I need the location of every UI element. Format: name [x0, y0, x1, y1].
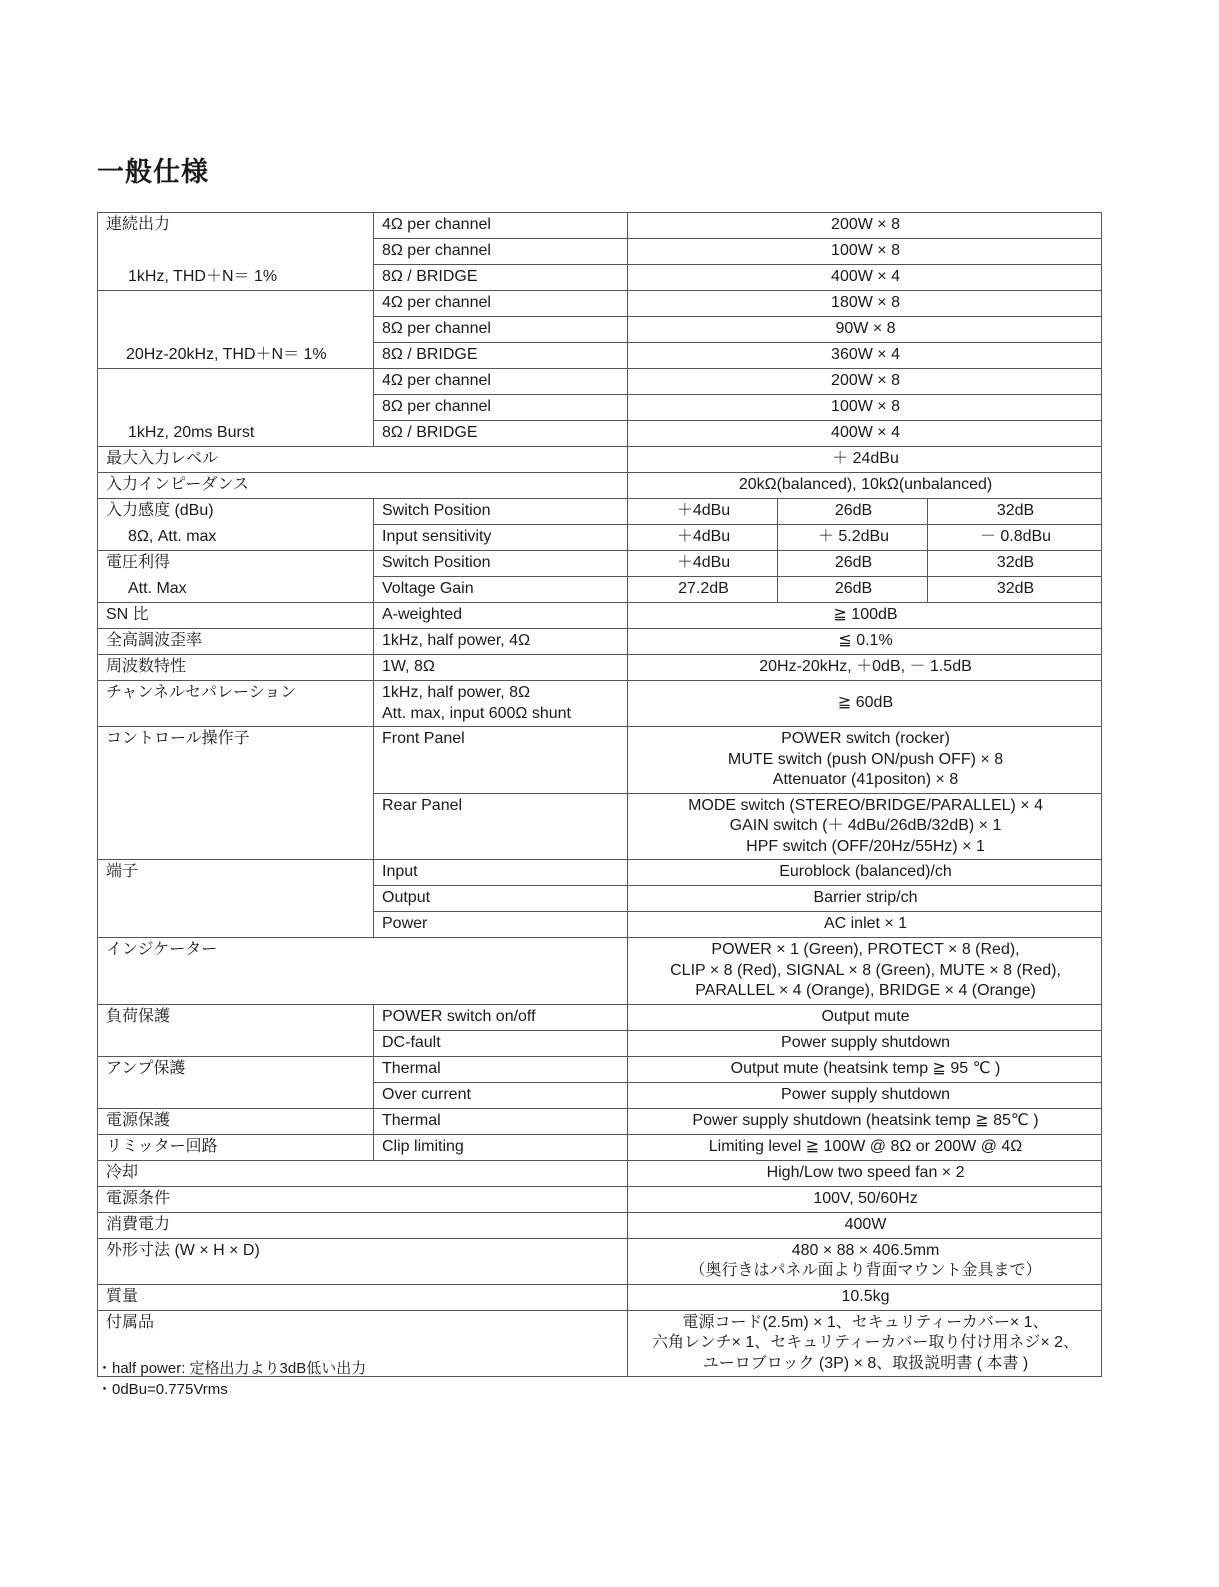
row-label: 連続出力 — [98, 213, 374, 239]
value-line: HPF switch (OFF/20Hz/55Hz) × 1 — [746, 837, 985, 855]
table-row — [98, 860, 1102, 886]
row-condition: 8Ω / BRIDGE — [374, 343, 628, 369]
table-row — [98, 499, 1102, 525]
row-value: ≦ 0.1% — [628, 629, 1102, 655]
row-condition: 4Ω per channel — [374, 213, 628, 239]
row-sublabel: Att. Max — [98, 577, 374, 603]
row-condition — [374, 681, 628, 727]
row-label: 入力感度 (dBu) — [98, 499, 374, 525]
table-row — [98, 886, 1102, 912]
row-sublabel: 1kHz, 20ms Burst — [98, 421, 374, 447]
row-value: Output mute (heatsink temp ≧ 95 ℃ ) — [628, 1056, 1102, 1082]
row-value — [628, 1310, 1102, 1377]
row-value: 100W × 8 — [628, 395, 1102, 421]
footnote: ・0dBu=0.775Vrms — [97, 1381, 228, 1398]
table-row — [98, 473, 1102, 499]
value-line: 480 × 88 × 406.5mm — [791, 1241, 940, 1259]
table-row — [98, 395, 1102, 421]
row-condition: Power — [374, 912, 628, 938]
row-value: 90W × 8 — [628, 317, 1102, 343]
row-value: 400W × 4 — [628, 421, 1102, 447]
row-value: 32dB — [928, 499, 1102, 525]
row-label: 入力インピーダンス — [98, 473, 628, 499]
row-condition: Input sensitivity — [374, 525, 628, 551]
row-value: Power supply shutdown (heatsink temp ≧ 85℃ ) — [628, 1108, 1102, 1134]
row-value: 180W × 8 — [628, 291, 1102, 317]
row-label: チャンネルセパレーション — [98, 681, 374, 727]
row-label-empty — [98, 1082, 374, 1108]
table-row — [98, 1212, 1102, 1238]
row-sublabel: 1kHz, THD＋N＝ 1% — [98, 265, 374, 291]
table-row — [98, 681, 1102, 727]
table-row — [98, 1186, 1102, 1212]
row-label-empty — [98, 395, 374, 421]
table-row — [98, 421, 1102, 447]
table-row — [98, 291, 1102, 317]
row-value: ＋ 5.2dBu — [778, 525, 928, 551]
row-label: 全高調波歪率 — [98, 629, 374, 655]
value-line: MODE switch (STEREO/BRIDGE/PARALLEL) × 4 — [688, 796, 1043, 814]
row-value: 100V, 50/60Hz — [628, 1186, 1102, 1212]
row-value: ＋4dBu — [628, 525, 778, 551]
row-label-empty — [98, 1030, 374, 1056]
table-row — [98, 239, 1102, 265]
footnotes — [97, 1358, 366, 1400]
row-value: 10.5kg — [628, 1284, 1102, 1310]
row-value: 20kΩ(balanced), 10kΩ(unbalanced) — [628, 473, 1102, 499]
row-value: Barrier strip/ch — [628, 886, 1102, 912]
row-label: 外形寸法 (W × H × D) — [98, 1238, 628, 1284]
table-row — [98, 1056, 1102, 1082]
row-value: Output mute — [628, 1004, 1102, 1030]
row-label: 電源条件 — [98, 1186, 628, 1212]
row-label: 消費電力 — [98, 1212, 628, 1238]
value-line: POWER × 1 (Green), PROTECT × 8 (Red), — [711, 941, 1020, 958]
row-value: 26dB — [778, 499, 928, 525]
row-label: 電圧利得 — [98, 551, 374, 577]
row-label: コントロール操作子 — [98, 727, 374, 794]
value-line: 六角レンチ× 1、セキュリティーカバー取り付け用ネジ× 2、 — [651, 1334, 1080, 1351]
row-label-empty — [98, 886, 374, 912]
row-condition: 4Ω per channel — [374, 369, 628, 395]
row-label: アンプ保護 — [98, 1056, 374, 1082]
row-label: 電源保護 — [98, 1108, 374, 1134]
row-condition: Input — [374, 860, 628, 886]
row-condition: Front Panel — [374, 727, 628, 794]
row-label-empty — [98, 369, 374, 395]
table-row — [98, 1082, 1102, 1108]
row-label-empty — [98, 793, 374, 860]
row-value: 200W × 8 — [628, 369, 1102, 395]
row-condition: Thermal — [374, 1108, 628, 1134]
row-condition: Output — [374, 886, 628, 912]
row-value: 26dB — [778, 551, 928, 577]
row-label: 冷却 — [98, 1160, 628, 1186]
row-value: Power supply shutdown — [628, 1030, 1102, 1056]
value-line: MUTE switch (push ON/push OFF) × 8 — [727, 750, 1004, 768]
spec-table — [97, 212, 1102, 1377]
row-label: 周波数特性 — [98, 655, 374, 681]
row-value — [628, 938, 1102, 1005]
condition-line: 1kHz, half power, 8Ω — [382, 684, 531, 701]
value-line: 電源コード(2.5m) × 1、セキュリティーカバー× 1、 — [682, 1313, 1049, 1331]
row-condition: 8Ω per channel — [374, 317, 628, 343]
row-label: 付属品 — [98, 1310, 628, 1377]
row-sublabel: 20Hz-20kHz, THD＋N＝ 1% — [98, 343, 374, 369]
row-value: ≧ 100dB — [628, 603, 1102, 629]
row-label: SN 比 — [98, 603, 374, 629]
row-value: 360W × 4 — [628, 343, 1102, 369]
row-value — [628, 1238, 1102, 1284]
table-row — [98, 369, 1102, 395]
row-value: Power supply shutdown — [628, 1082, 1102, 1108]
row-value — [628, 793, 1102, 860]
footnote: ・half power: 定格出力より3dB低い出力 — [97, 1360, 367, 1377]
row-condition: Switch Position — [374, 499, 628, 525]
table-row — [98, 655, 1102, 681]
row-label: リミッター回路 — [98, 1134, 374, 1160]
row-value: 32dB — [928, 577, 1102, 603]
row-condition: 1W, 8Ω — [374, 655, 628, 681]
table-row — [98, 1108, 1102, 1134]
row-value: 27.2dB — [628, 577, 778, 603]
table-row — [98, 603, 1102, 629]
value-line: （奥行きはパネル面より背面マウント金具まで） — [689, 1262, 1042, 1279]
row-condition: Over current — [374, 1082, 628, 1108]
table-row — [98, 1030, 1102, 1056]
row-condition: Thermal — [374, 1056, 628, 1082]
row-value: ≧ 60dB — [628, 681, 1102, 727]
table-row — [98, 793, 1102, 860]
row-condition: Switch Position — [374, 551, 628, 577]
value-line: Attenuator (41positon) × 8 — [772, 771, 959, 788]
row-value: 32dB — [928, 551, 1102, 577]
value-line: PARALLEL × 4 (Orange), BRIDGE × 4 (Orange) — [695, 982, 1036, 999]
row-condition: 1kHz, half power, 4Ω — [374, 629, 628, 655]
row-condition: 8Ω / BRIDGE — [374, 265, 628, 291]
row-sublabel: 8Ω, Att. max — [98, 525, 374, 551]
page-title: 一般仕様 — [97, 157, 209, 188]
row-label-empty — [98, 291, 374, 317]
value-line: POWER switch (rocker) — [781, 730, 950, 747]
row-label-empty — [98, 912, 374, 938]
value-line: CLIP × 8 (Red), SIGNAL × 8 (Green), MUTE × 8 (Red), — [670, 961, 1061, 979]
row-value: ＋ 24dBu — [628, 447, 1102, 473]
table-row — [98, 213, 1102, 239]
table-row — [98, 629, 1102, 655]
row-condition: 8Ω / BRIDGE — [374, 421, 628, 447]
row-value — [628, 727, 1102, 794]
row-label: 端子 — [98, 860, 374, 886]
value-line: GAIN switch (＋ 4dBu/26dB/32dB) × 1 — [729, 817, 1002, 834]
table-row — [98, 317, 1102, 343]
table-row — [98, 1004, 1102, 1030]
table-row — [98, 551, 1102, 577]
table-row — [98, 447, 1102, 473]
row-condition: A-weighted — [374, 603, 628, 629]
table-row — [98, 727, 1102, 794]
row-value: 400W × 4 — [628, 265, 1102, 291]
condition-line: Att. max, input 600Ω shunt — [382, 704, 571, 722]
row-label: 負荷保護 — [98, 1004, 374, 1030]
row-label-empty — [98, 239, 374, 265]
row-label: 質量 — [98, 1284, 628, 1310]
row-condition: Clip limiting — [374, 1134, 628, 1160]
row-label-empty — [98, 317, 374, 343]
row-value: 200W × 8 — [628, 213, 1102, 239]
table-row — [98, 525, 1102, 551]
table-row — [98, 1284, 1102, 1310]
table-row — [98, 1160, 1102, 1186]
row-condition: 8Ω per channel — [374, 395, 628, 421]
table-row — [98, 343, 1102, 369]
row-condition: Rear Panel — [374, 793, 628, 860]
row-label: 最大入力レベル — [98, 447, 628, 473]
row-condition: Voltage Gain — [374, 577, 628, 603]
row-condition: DC-fault — [374, 1030, 628, 1056]
row-value: － 0.8dBu — [928, 525, 1102, 551]
table-row — [98, 1238, 1102, 1284]
row-value: 20Hz-20kHz, ＋0dB, － 1.5dB — [628, 655, 1102, 681]
table-row — [98, 265, 1102, 291]
row-value: Euroblock (balanced)/ch — [628, 860, 1102, 886]
row-value: Limiting level ≧ 100W @ 8Ω or 200W @ 4Ω — [628, 1134, 1102, 1160]
row-value: 400W — [628, 1212, 1102, 1238]
row-value: AC inlet × 1 — [628, 912, 1102, 938]
row-value: 26dB — [778, 577, 928, 603]
table-row — [98, 1134, 1102, 1160]
row-value: ＋4dBu — [628, 499, 778, 525]
row-label: インジケーター — [98, 938, 628, 1005]
table-row — [98, 577, 1102, 603]
table-row — [98, 912, 1102, 938]
row-value: High/Low two speed fan × 2 — [628, 1160, 1102, 1186]
row-condition: POWER switch on/off — [374, 1004, 628, 1030]
row-condition: 4Ω per channel — [374, 291, 628, 317]
row-value: 100W × 8 — [628, 239, 1102, 265]
row-condition: 8Ω per channel — [374, 239, 628, 265]
row-value: ＋4dBu — [628, 551, 778, 577]
table-row — [98, 938, 1102, 1005]
value-line: ユーロブロック (3P) × 8、取扱説明書 ( 本書 ) — [702, 1354, 1029, 1372]
